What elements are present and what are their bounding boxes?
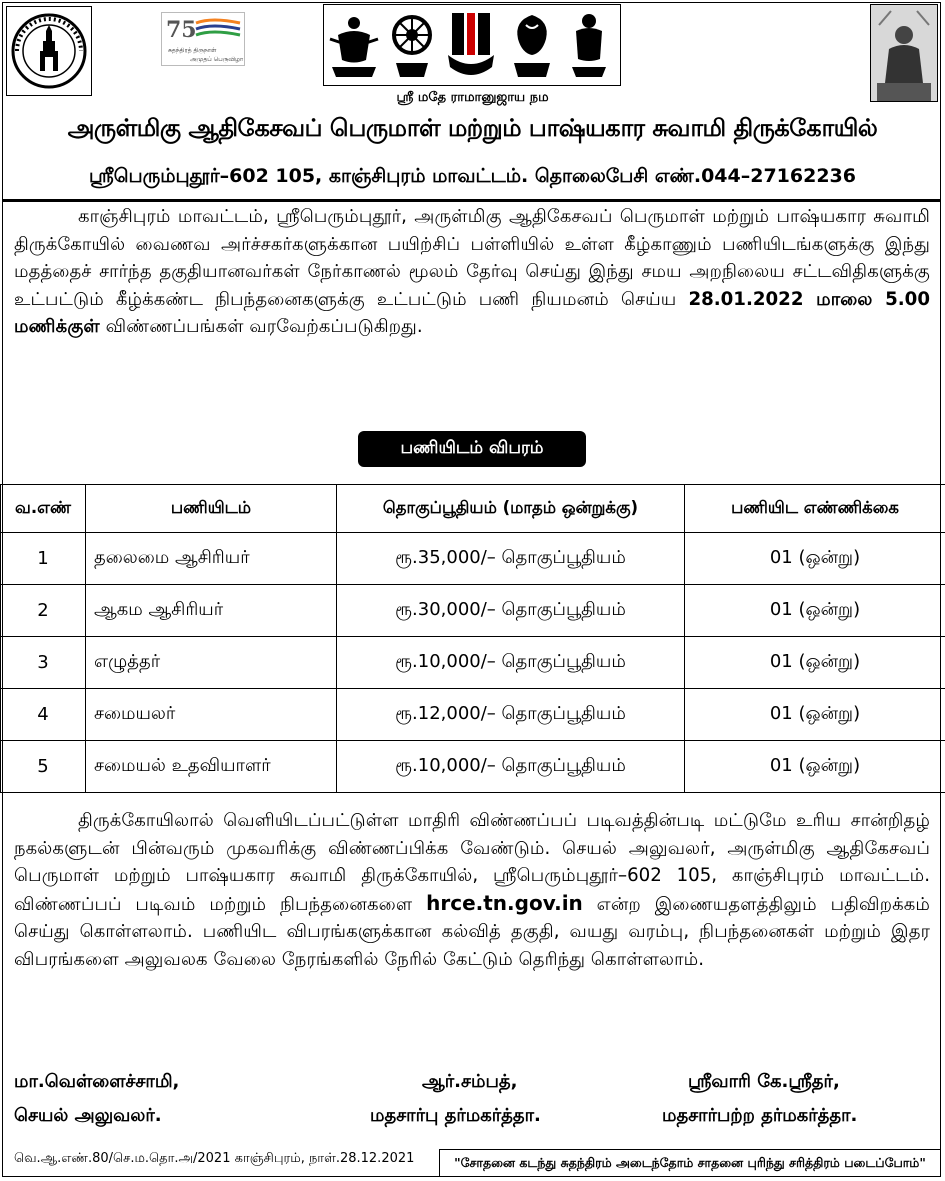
count-cell: 01 (ஒன்று) bbox=[685, 741, 945, 793]
post-cell: ஆகம ஆசிரியர் bbox=[86, 585, 337, 637]
vaishnava-symbols-strip bbox=[323, 4, 621, 86]
serial-cell: 5 bbox=[1, 741, 86, 793]
instructions-text-1: திருக்கோயிலால் வெளியிடப்பட்டுள்ள மாதிரி விண்ணப்பப் படிவத்தின்படி மட்டுமே உரிய சான்றிதழ் நகல்களுடன் பின்வரும் முகவரிக்கு விண்ணப்பிக்க வேண்டும். செயல் அலுவலர், அருள்மிகு ஆதிகேசவப் பெருமாள் மற்றும் பாஷ்யகார சுவாமி திருக்கோயில், ஸ்ரீபெரும்புதூர்–602 105, காஞ்சிபுரம் மாவட்டம். விண்ணப்பப் படிவம் மற்றும் நிபந்தனைகளை bbox=[14, 810, 930, 915]
table-row bbox=[1, 585, 945, 637]
website-link[interactable]: hrce.tn.gov.in bbox=[426, 890, 583, 915]
signatory-2-name: ஆர்.சம்பத், bbox=[422, 1071, 518, 1092]
salary-cell: ரூ.10,000/– தொகுப்பூதியம் bbox=[337, 741, 685, 793]
salary-cell: ரூ.10,000/– தொகுப்பூதியம் bbox=[337, 637, 685, 689]
serial-cell: 3 bbox=[1, 637, 86, 689]
salary-cell: ரூ.12,000/– தொகுப்பூதியம் bbox=[337, 689, 685, 741]
logo-75-text-2: அமுதப் பெருவிழா bbox=[190, 56, 244, 63]
col-header-salary: தொகுப்பூதியம் (மாதம் ஒன்றுக்கு) bbox=[337, 485, 685, 533]
hanuman-icon bbox=[572, 14, 606, 77]
table-row bbox=[1, 533, 945, 585]
temple-title: அருள்மிகு ஆதிகேசவப் பெருமாள் மற்றும் பாஷ்யகார சுவாமி திருக்கோயில் bbox=[67, 114, 878, 142]
intro-text: காஞ்சிபுரம் மாவட்டம், ஸ்ரீபெரும்புதூர், அருள்மிகு ஆதிகேசவப் பெருமாள் மற்றும் பாஷ்யகார சுவாமி திருக்கோயில் வைணவ அர்ச்சகர்களுக்கான பயிற்சிப் பள்ளியில் உள்ள கீழ்காணும் பணியிடங்களுக்கு இந்து மதத்தைச் சார்ந்த தகுதியானவர்கள் நேர்காணல் மூலம் தேர்வு செய்து இந்து சமய அறநிலைய சட்டவிதிகளுக்கு உட்பட்டும் கீழ்க்கண்ட நிபந்தனைகளுக்கு உட்பட்டும் பணி நியமனம் செய்ய bbox=[14, 206, 930, 310]
table-row bbox=[1, 741, 945, 793]
ramanujar-photo bbox=[870, 4, 938, 102]
tamilnadu-emblem-icon bbox=[6, 6, 92, 96]
deadline-text: 28.01.2022 மாலை 5.00 மணிக்குள் bbox=[14, 288, 930, 337]
intro-paragraph bbox=[14, 203, 930, 341]
serial-cell: 4 bbox=[1, 689, 86, 741]
posts-table bbox=[0, 484, 945, 793]
reference-number: வெ.ஆ.எண்.80/செ.ம.தொ.அ/2021 காஞ்சிபுரம், நாள்.28.12.2021 bbox=[14, 1151, 415, 1166]
header-divider bbox=[2, 199, 941, 202]
salary-cell: ரூ.30,000/– தொகுப்பூதியம் bbox=[337, 585, 685, 637]
invocation-line: ஸ்ரீ மதே ராமானுஜாய நம bbox=[396, 90, 549, 105]
thiruman-namam-icon bbox=[448, 13, 494, 75]
salary-cell: ரூ.35,000/– தொகுப்பூதியம் bbox=[337, 533, 685, 585]
col-header-count: பணியிட எண்ணிக்கை bbox=[685, 485, 945, 533]
logo-75-number: 75 bbox=[166, 17, 197, 43]
serial-cell: 2 bbox=[1, 585, 86, 637]
signatory-1-title: செயல் அலுவலர். bbox=[14, 1105, 162, 1126]
signatories bbox=[0, 1071, 945, 1141]
serial-cell: 1 bbox=[1, 533, 86, 585]
chakra-icon bbox=[394, 17, 430, 77]
posts-details-banner: பணியிடம் விபரம் bbox=[358, 431, 586, 467]
col-header-post: பணியிடம் bbox=[86, 485, 337, 533]
slogan-box: "சோதனை கடந்து சுதந்திரம் அடைந்தோம் சாதனை புரிந்து சரித்திரம் படைப்போம்" bbox=[439, 1149, 941, 1177]
count-cell: 01 (ஒன்று) bbox=[685, 533, 945, 585]
col-header-serial: வ.எண் bbox=[1, 485, 86, 533]
temple-address: ஸ்ரீபெரும்புதூர்–602 105, காஞ்சிபுரம் மாவட்டம். தொலைபேசி எண்.044–27162236 bbox=[89, 165, 856, 187]
count-cell: 01 (ஒன்று) bbox=[685, 689, 945, 741]
table-row bbox=[1, 689, 945, 741]
conch-icon bbox=[514, 15, 550, 77]
signatory-3-name: ஸ்ரீவாரி கே.ஸ்ரீதர், bbox=[688, 1071, 840, 1092]
signatory-2-title: மதசார்பு தர்மகர்த்தா. bbox=[370, 1105, 541, 1126]
count-cell: 01 (ஒன்று) bbox=[685, 637, 945, 689]
letterhead bbox=[0, 0, 945, 200]
post-cell: தலைமை ஆசிரியர் bbox=[86, 533, 337, 585]
azadi-75-logo bbox=[161, 12, 245, 66]
instructions-text-2: என்ற இணையதளத்திலும் பதிவிறக்கம் செய்து கொள்ளலாம். பணியிட விபரங்களுக்கான கல்வித் தகுதி, வயது வரம்பு, நிபந்தனைகள் மற்றும் இதர விபரங்களை அலுவலக வேலை நேரங்களில் நேரில் கேட்டும் தெரிந்து கொள்ளலாம். bbox=[14, 893, 930, 970]
signatory-1-name: மா.வெள்ளைச்சாமி, bbox=[14, 1071, 180, 1092]
instructions-paragraph bbox=[14, 807, 930, 973]
post-cell: சமையல் உதவியாளர் bbox=[86, 741, 337, 793]
table-row bbox=[1, 637, 945, 689]
post-cell: எழுத்தர் bbox=[86, 637, 337, 689]
signatory-3-title: மதசார்பற்ற தர்மகர்த்தா. bbox=[662, 1105, 858, 1126]
logo-75-text-1: சுதந்திரத் திருநாள் bbox=[168, 47, 217, 54]
garuda-icon bbox=[330, 17, 378, 77]
count-cell: 01 (ஒன்று) bbox=[685, 585, 945, 637]
deadline-rest-text: விண்ணப்பங்கள் வரவேற்கப்படுகிறது. bbox=[105, 316, 423, 337]
post-cell: சமையலர் bbox=[86, 689, 337, 741]
table-header-row bbox=[1, 485, 945, 533]
